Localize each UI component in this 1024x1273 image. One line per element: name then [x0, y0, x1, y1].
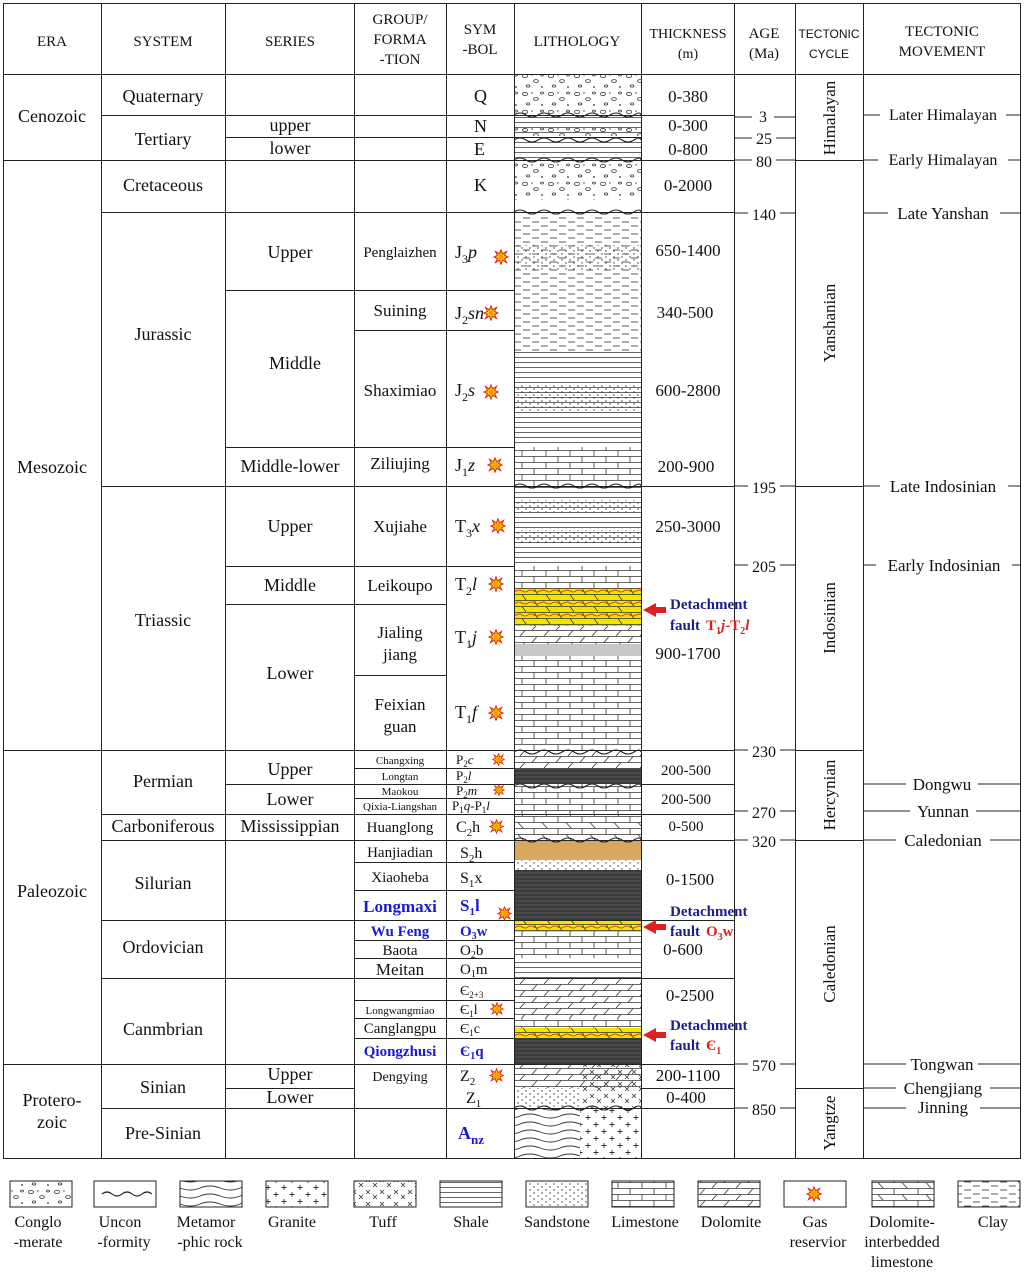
symbol-s1l: $S_1l$ [460, 896, 480, 918]
header-series: SERIES [264, 34, 316, 50]
thickness-p2: 200-500 [661, 763, 711, 779]
lith-cambrian-upper [514, 978, 641, 1018]
symbol-j2sn: $J_2sn$ [455, 303, 485, 327]
system-presinian: Pre-Sinian [125, 1123, 201, 1143]
era-proterozoic-l2: zoic [37, 1112, 67, 1132]
movement-chengjiang: Chengjiang [903, 1079, 983, 1098]
header-sym-l1: SYM [463, 22, 497, 38]
gas-reservoir-icon [489, 577, 503, 591]
legend-swatch-dolomite [698, 1181, 760, 1207]
age-205: 205 [752, 559, 776, 576]
legend-gas-l2: reservior [789, 1234, 847, 1251]
legend-swatch-conglomerate [10, 1181, 72, 1207]
movement-late-yanshan: Late Yanshan [897, 204, 989, 223]
formation-changxing: Changxing [375, 755, 425, 767]
system-quaternary: Quaternary [122, 86, 204, 106]
detachment-2-l2: fault $O_3w$ [670, 924, 734, 943]
formation-wufeng: Wu Feng [370, 924, 430, 940]
lith-presinian-granite [580, 1108, 641, 1158]
lith-changxing [514, 750, 641, 768]
formation-leikoupo: Leikoupo [367, 576, 433, 595]
series-permian-lower: Lower [266, 789, 314, 809]
gas-reservoir-icon [488, 458, 502, 472]
legend-swatch-granite [266, 1181, 328, 1207]
thickness-e: 0-800 [668, 140, 708, 159]
legend-unconformity-l2: -formity [97, 1234, 151, 1251]
thickness-j1z: 200-900 [657, 457, 715, 476]
series-sinian-upper: Upper [267, 1064, 313, 1084]
system-permian: Permian [133, 771, 193, 791]
symbol-o3w: $O_3w$ [460, 924, 488, 942]
legend-swatch-metamorphic [180, 1181, 242, 1207]
formation-suining: Suining [373, 301, 427, 320]
lith-presinian-meta [514, 1108, 580, 1158]
era-paleozoic: Paleozoic [17, 881, 87, 901]
system-sinian: Sinian [139, 1077, 187, 1097]
thickness-k: 0-2000 [663, 176, 713, 195]
lith-baota [514, 932, 641, 958]
symbol-p2l: $P_2l$ [456, 768, 472, 785]
header-group-l2: FORMA [373, 32, 427, 48]
series-jurassic-middle: Middle [269, 353, 321, 373]
lith-tuff [580, 1064, 641, 1108]
series-column [240, 115, 339, 1107]
header-cycle-l2: CYCLE [808, 47, 850, 61]
legend-doloimestone-l2: interbedded [864, 1234, 940, 1251]
cycle-yangtze: Yangtze [820, 1095, 839, 1151]
system-silurian: Silurian [134, 873, 192, 893]
detachment-arrow-icon [643, 1028, 666, 1042]
header-thickness-l1: THICKNESS [649, 27, 727, 42]
legend-swatch-dolomite-interbedded-limestone [872, 1181, 934, 1207]
header-thickness-l2: (m) [677, 47, 699, 62]
thickness-j2sn: 340-500 [656, 303, 714, 322]
era-proterozoic-l1: Protero- [22, 1090, 82, 1110]
legend-swatch-unconformity [94, 1181, 156, 1207]
movement-later-himalayan: Later Himalayan [889, 107, 997, 124]
legend-clay: Clay [977, 1214, 1009, 1231]
header-group-l1: GROUP/ [372, 12, 428, 28]
lithology-column [514, 75, 641, 1158]
header-age-l2: (Ma) [749, 46, 779, 62]
gas-reservoir-icon [491, 1003, 504, 1016]
detachment-arrow-icon [643, 603, 666, 617]
thickness-t3x: 250-3000 [655, 517, 721, 536]
cycle-himalayan: Himalayan [820, 80, 839, 156]
lith-leikoupo-gas [514, 588, 641, 626]
legend-swatch-clay [958, 1181, 1020, 1207]
movement-caledonian: Caledonian [904, 831, 982, 850]
symbol-k: K [474, 175, 487, 195]
detachment-3-l1: Detachment [670, 1018, 748, 1034]
movement-ticks [863, 115, 1021, 1108]
lith-xujiahe-sand2 [514, 530, 641, 544]
symbol-s2h: $S_2h$ [460, 845, 483, 865]
symbol-e1l: $Є_1l$ [460, 1003, 478, 1019]
symbol-n: N [474, 116, 487, 136]
system-tertiary: Tertiary [134, 129, 192, 149]
detachment-arrow-icon [643, 920, 666, 934]
legend [10, 1181, 1020, 1271]
formation-jialing-l2: jiang [383, 645, 417, 664]
symbol-q: Q [474, 86, 487, 106]
detachment-2-l1: Detachment [670, 904, 748, 920]
legend-metamorphic-l2: -phic rock [177, 1234, 243, 1251]
gas-reservoir-icon [489, 706, 503, 720]
cycle-indosinian: Indosinian [820, 582, 839, 654]
symbol-j3p: $J_3p$ [455, 242, 478, 266]
gas-reservoir-icon [490, 1069, 504, 1083]
legend-shale: Shale [453, 1214, 489, 1231]
detachment-3-l2: fault $Є_1$ [670, 1038, 722, 1057]
lith-wufeng-gas [514, 920, 641, 932]
series-permian-upper: Upper [267, 759, 313, 779]
series-triassic-upper: Upper [267, 516, 313, 536]
age-270: 270 [752, 805, 776, 822]
series-sinian-lower: Lower [266, 1087, 314, 1107]
gas-reservoir-icon [484, 385, 498, 399]
legend-unconformity-l1: Uncon [98, 1214, 142, 1231]
movement-dongwu: Dongwu [912, 775, 972, 794]
movement-late-indosinian: Late Indosinian [889, 477, 997, 496]
symbol-t1f: $T_1f$ [455, 702, 478, 726]
symbol-j2s: $J_2s$ [455, 380, 476, 404]
symbol-t3x: $T_3x$ [455, 516, 480, 540]
symbol-e1q: $Є_1q$ [460, 1044, 484, 1062]
header-age-l1: AGE [748, 26, 780, 42]
era-column [17, 106, 87, 1132]
header-movement-l2: MOVEMENT [898, 44, 986, 60]
series-triassic-middle: Middle [264, 575, 316, 595]
formation-meitan: Meitan [375, 960, 425, 979]
symbol-anz: $A_{nz}$ [458, 1123, 484, 1147]
symbol-s1x: $S_1x$ [460, 870, 483, 890]
legend-limestone: Limestone [611, 1214, 679, 1231]
thickness-z2: 200-1100 [655, 1066, 721, 1085]
system-ordovician: Ordovician [122, 937, 204, 957]
tectonic-movement-column [876, 106, 1012, 1117]
symbol-e23: $Є_{2+3}$ [460, 984, 484, 1000]
gas-reservoir-icon [493, 754, 505, 766]
formation-shaximiao: Shaximiao [363, 381, 437, 400]
gas-reservoir-icon [491, 519, 505, 533]
formation-ziliujing: Ziliujing [370, 454, 430, 473]
age-3: 3 [759, 109, 767, 126]
legend-doloimestone-l1: Dolomite- [869, 1214, 935, 1231]
age-140: 140 [752, 207, 776, 224]
formation-qiongzhusi: Qiongzhusi [363, 1044, 437, 1060]
lith-tertiary-congl [514, 124, 641, 136]
lith-longmaxi [514, 870, 641, 920]
lith-ziliujing [514, 447, 641, 486]
series-jurassic-middle-lower: Middle-lower [240, 456, 340, 476]
legend-conglomerate-l2: -merate [13, 1234, 63, 1251]
header-group-l3: -TION [379, 52, 421, 68]
cycle-caledonian: Caledonian [820, 925, 839, 1003]
legend-metamorphic-l1: Metamor [176, 1214, 236, 1231]
age-230: 230 [752, 744, 776, 761]
series-mississippian: Mississippian [240, 816, 340, 836]
formation-xujiahe: Xujiahe [373, 517, 427, 536]
formation-canglangpu: Canglangpu [363, 1021, 437, 1037]
symbol-p1q-p1l: $P_1q-P_1l$ [452, 798, 490, 815]
thickness-silurian: 0-1500 [665, 870, 715, 889]
thickness-j3p: 650-1400 [655, 241, 721, 260]
lith-qiongzhusi [514, 1038, 641, 1064]
symbol-z2: $Z_2$ [460, 1068, 476, 1088]
lith-cretaceous [514, 160, 641, 200]
thickness-n: 0-300 [668, 116, 708, 135]
symbol-o2b: $O_2b$ [460, 943, 484, 961]
age-column [748, 107, 780, 1119]
formation-penglaizhen: Penglaizhen [363, 245, 437, 261]
legend-swatch-shale [440, 1181, 502, 1207]
cycle-hercynian: Hercynian [820, 759, 839, 831]
era-cenozoic: Cenozoic [18, 106, 86, 126]
formation-longtan: Longtan [381, 771, 419, 783]
symbol-z1: $Z_1$ [466, 1090, 482, 1110]
table-header [37, 12, 985, 68]
legend-swatch-sandstone [526, 1181, 588, 1207]
lith-shaximiao-sand [514, 385, 641, 413]
system-carboniferous: Carboniferous [111, 816, 215, 836]
lith-xujiahe-sand1 [514, 500, 641, 514]
legend-tuff: Tuff [369, 1214, 397, 1231]
lith-meitan [514, 958, 641, 978]
tectonic-cycle-column [820, 80, 839, 1150]
age-195: 195 [752, 480, 776, 497]
movement-yunnan: Yunnan [917, 802, 969, 821]
legend-swatch-tuff [354, 1181, 416, 1207]
lith-xujiahe [514, 486, 641, 566]
symbol-o1m: $O_1m$ [460, 962, 488, 980]
thickness-c2h: 0-500 [668, 819, 704, 835]
gas-reservoir-icon [807, 1187, 821, 1201]
legend-sandstone: Sandstone [524, 1214, 590, 1231]
lith-hanjiadian [514, 840, 641, 860]
movement-jinning: Jinning [917, 1098, 969, 1117]
header-movement-l1: TECTONIC [905, 24, 979, 40]
detachment-1-l2: fault $T_1j-T_2l$ [670, 618, 750, 637]
lith-leikoupo [514, 566, 641, 588]
symbol-t2l: $T_2l$ [455, 574, 478, 598]
thickness-ordovician: 0-600 [663, 940, 703, 959]
formation-longmaxi: Longmaxi [363, 897, 437, 916]
gas-reservoir-markers [484, 250, 511, 1082]
lith-quaternary [514, 75, 641, 115]
legend-gas-l1: Gas [802, 1214, 828, 1231]
gas-reservoir-icon [498, 907, 512, 921]
thickness-j2s: 600-2800 [655, 381, 721, 400]
gas-reservoir-icon [489, 630, 503, 644]
lith-jialing-dolo [514, 626, 641, 644]
movement-early-indosinian: Early Indosinian [887, 556, 1001, 575]
symbol-e1c: $Є_1c$ [460, 1022, 480, 1038]
age-25: 25 [756, 131, 772, 148]
movement-tongwan: Tongwan [910, 1055, 974, 1074]
formation-xiaoheba: Xiaoheba [371, 870, 429, 886]
series-tertiary-upper: upper [269, 115, 311, 135]
system-triassic: Triassic [134, 610, 192, 630]
formation-feixian-l2: guan [383, 717, 417, 736]
series-triassic-lower: Lower [266, 663, 314, 683]
symbol-p2m: $P_2m$ [456, 783, 478, 800]
header-sym-l2: -BOL [462, 42, 498, 58]
movement-early-himalayan: Early Himalayan [888, 152, 998, 169]
legend-conglomerate-l1: Conglo [14, 1214, 62, 1231]
thickness-t1: 900-1700 [655, 644, 721, 663]
gas-reservoir-icon [484, 306, 498, 320]
formation-longwangmiao: Longwangmiao [365, 1005, 435, 1017]
lith-suining [514, 290, 641, 352]
lith-jialing-grey [514, 644, 641, 656]
symbol-c2h: $C_2h$ [456, 819, 481, 839]
legend-granite: Granite [268, 1214, 316, 1231]
cycle-yanshanian: Yanshanian [820, 283, 839, 363]
system-column [112, 86, 215, 1143]
thickness-cambrian: 0-2500 [665, 986, 715, 1005]
era-mesozoic: Mesozoic [17, 457, 87, 477]
formation-dengying: Dengying [372, 1070, 428, 1085]
formation-huanglong: Huanglong [366, 820, 434, 836]
symbol-p2c: $P_2c$ [456, 752, 474, 769]
header-cycle-l1: TECTONIC [798, 27, 860, 41]
formation-feixian-l1: Feixian [374, 695, 426, 714]
age-320: 320 [752, 834, 776, 851]
legend-dolomite: Dolomite [700, 1214, 762, 1231]
system-cretaceous: Cretaceous [123, 175, 203, 195]
lith-longtan [514, 768, 641, 784]
formation-qixia-liangshan: Qixia-Liangshan [363, 801, 437, 813]
header-lithology: LITHOLOGY [533, 34, 621, 50]
detachment-1-l1: Detachment [670, 597, 748, 613]
formation-baota: Baota [382, 943, 418, 959]
lith-canglangpu [514, 1018, 641, 1028]
thickness-z1: 0-400 [666, 1088, 706, 1107]
symbol-t1j: $T_1j$ [455, 627, 478, 651]
formation-jialing-l1: Jialing [377, 623, 423, 642]
thickness-p1: 200-500 [661, 792, 711, 808]
lith-feixian [514, 656, 641, 750]
symbol-j1z: $J_1z$ [455, 455, 476, 479]
gas-reservoir-icon [494, 785, 505, 796]
system-cambrian: Canmbrian [123, 1019, 203, 1039]
lith-z1-sand [514, 1088, 580, 1108]
gas-reservoir-icon [494, 250, 508, 264]
legend-swatch-limestone [612, 1181, 674, 1207]
header-system: SYSTEM [133, 34, 193, 50]
series-jurassic-upper: Upper [267, 242, 313, 262]
lith-penglaizhen-sand [514, 245, 641, 270]
symbol-column [452, 86, 490, 1147]
series-tertiary-lower: lower [269, 138, 311, 158]
age-80: 80 [756, 154, 772, 171]
formation-maokou: Maokou [381, 786, 419, 798]
lith-longwangmiao-gas [514, 1028, 641, 1038]
formation-hanjiadian: Hanjiadian [367, 845, 433, 861]
age-570: 570 [752, 1058, 776, 1075]
gas-reservoir-icon [490, 820, 504, 834]
thickness-q: 0-380 [668, 87, 708, 106]
legend-doloimestone-l3: limestone [870, 1254, 934, 1271]
header-era: ERA [37, 34, 67, 50]
lith-huanglong [514, 814, 641, 840]
age-850: 850 [752, 1102, 776, 1119]
symbol-e: E [474, 139, 485, 159]
system-jurassic: Jurassic [134, 324, 192, 344]
